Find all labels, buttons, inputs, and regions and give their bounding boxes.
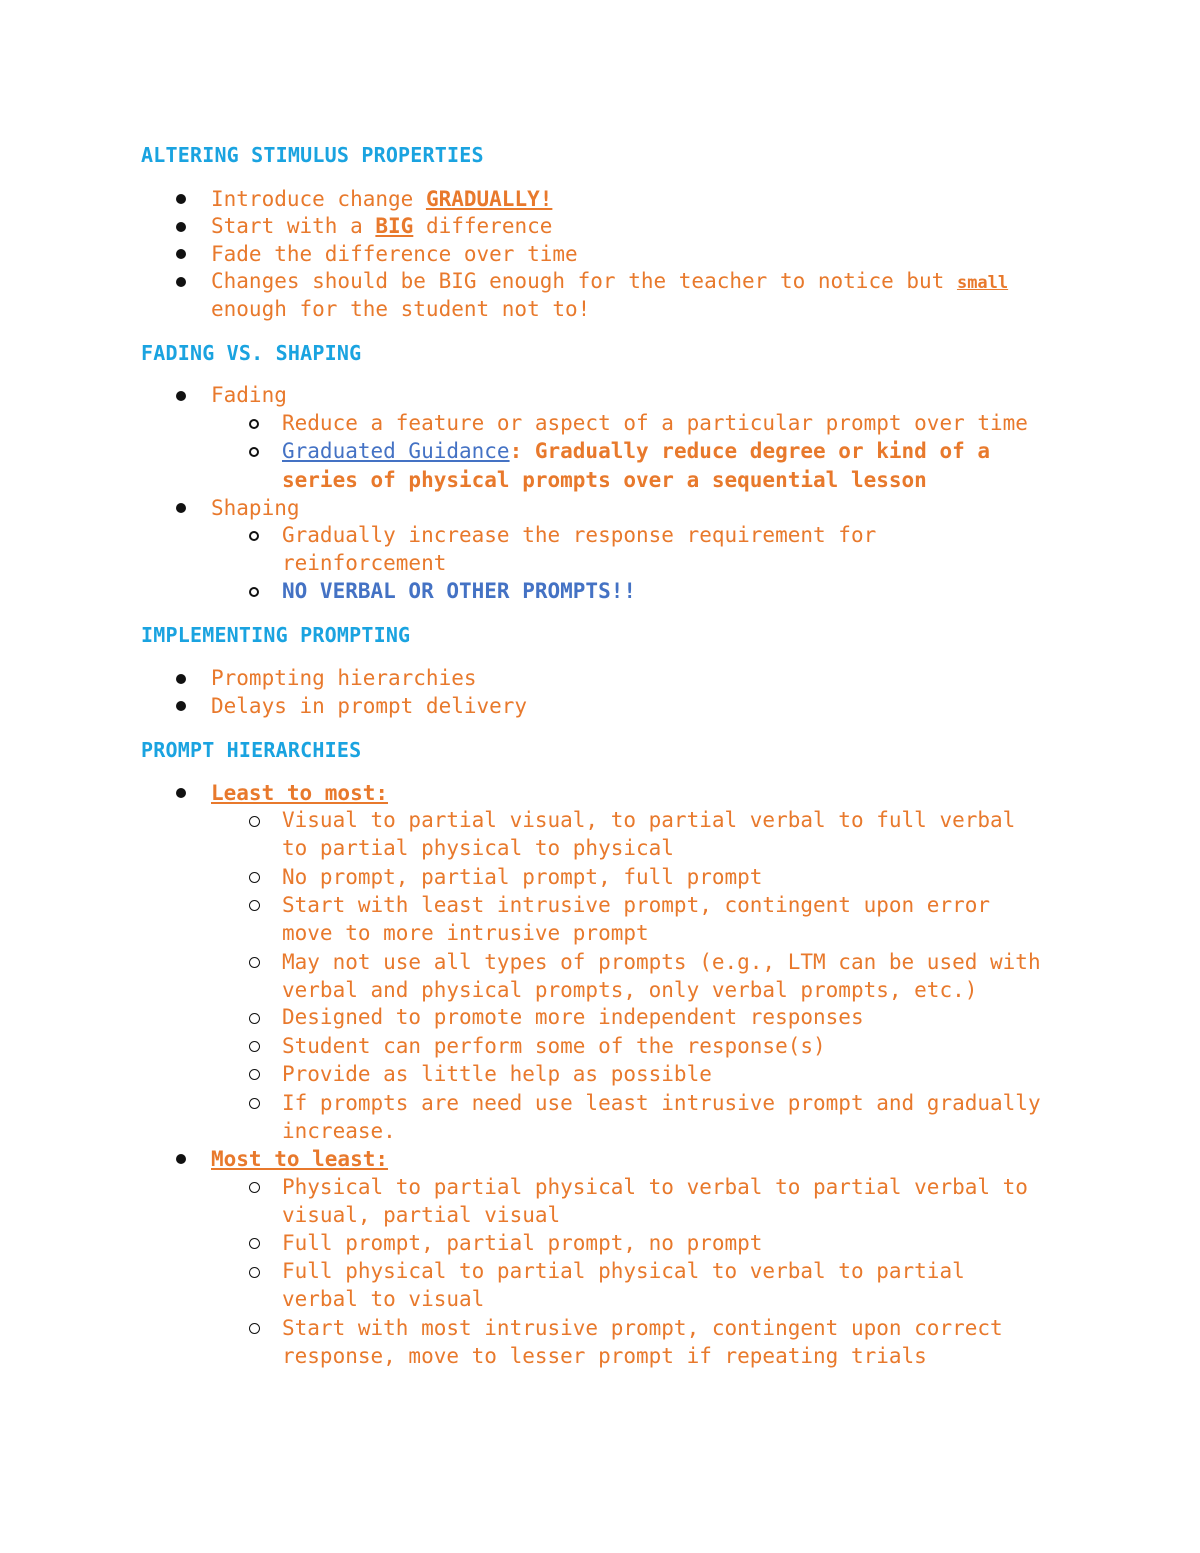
sub-bullet-ring <box>249 1098 260 1109</box>
sub-list-item: Reduce a feature or aspect of a particular prompt over time <box>282 411 1028 435</box>
sub-bullet-ring <box>249 1267 260 1278</box>
heading-implementing-prompting: IMPLEMENTING PROMPTING <box>141 623 411 647</box>
sub-list-item: NO VERBAL OR OTHER PROMPTS!! <box>282 579 637 603</box>
sub-bullet-ring <box>249 1238 260 1249</box>
sub-list-item-continuation: verbal to visual <box>282 1287 485 1311</box>
list-item-fading: Fading <box>211 383 287 407</box>
sub-bullet-ring <box>249 587 259 597</box>
list-item: Introduce change GRADUALLY! <box>211 187 553 211</box>
sub-list-item: If prompts are need use least intrusive prompt and gradually <box>282 1091 1041 1115</box>
sub-bullet-ring <box>249 1323 260 1334</box>
sub-list-item: Start with least intrusive prompt, contingent upon error <box>282 893 991 917</box>
list-item: Prompting hierarchies <box>211 666 477 690</box>
sub-list-item: Student can perform some of the response(s) <box>282 1034 826 1058</box>
sub-list-item: Full physical to partial physical to verbal to partial <box>282 1259 965 1283</box>
bullet-dot <box>176 194 186 204</box>
bullet-dot <box>176 1154 186 1164</box>
sub-list-item: Full prompt, partial prompt, no prompt <box>282 1231 763 1255</box>
sub-list-item: May not use all types of prompts (e.g., LTM can be used with <box>282 950 1041 974</box>
sub-list-item: Gradually increase the response requirement for <box>282 523 877 547</box>
sub-list-item-continuation: verbal and physical prompts, only verbal prompts, etc.) <box>282 978 978 1002</box>
list-item-shaping: Shaping <box>211 496 300 520</box>
sub-bullet-ring <box>249 1182 260 1193</box>
sub-bullet-ring <box>249 1041 260 1052</box>
list-item-most-to-least: Most to least: <box>211 1147 389 1171</box>
list-item-least-to-most: Least to most: <box>211 781 389 805</box>
sub-list-item-continuation: increase. <box>282 1119 396 1143</box>
heading-prompt-hierarchies: PROMPT HIERARCHIES <box>141 738 362 762</box>
sub-list-item-continuation: reinforcement <box>282 551 447 575</box>
list-item: Start with a BIG difference <box>211 214 553 238</box>
bullet-dot <box>176 249 186 259</box>
graduated-guidance-link[interactable]: Graduated Guidance <box>282 439 510 463</box>
bullet-dot <box>176 391 186 401</box>
sub-list-item: No prompt, partial prompt, full prompt <box>282 865 763 889</box>
sub-bullet-ring <box>249 816 260 827</box>
sub-list-item-continuation: visual, partial visual <box>282 1203 561 1227</box>
sub-bullet-ring <box>249 531 259 541</box>
heading-fading-vs-shaping: FADING VS. SHAPING <box>141 341 362 365</box>
sub-list-item: Designed to promote more independent responses <box>282 1005 864 1029</box>
sub-bullet-ring <box>249 1069 260 1080</box>
sub-list-item: Physical to partial physical to verbal to partial verbal to <box>282 1175 1028 1199</box>
sub-bullet-ring <box>249 419 259 429</box>
heading-altering-stimulus: ALTERING STIMULUS PROPERTIES <box>141 143 484 167</box>
bullet-dot <box>176 222 186 232</box>
sub-bullet-ring <box>249 1013 260 1024</box>
list-item: Changes should be BIG enough for the teacher to notice but small <box>211 269 1009 293</box>
bullet-dot <box>176 788 186 798</box>
sub-bullet-ring <box>249 872 260 883</box>
sub-bullet-ring <box>249 957 260 968</box>
list-item-continuation: enough for the student not to! <box>211 297 591 321</box>
bullet-dot <box>176 503 186 513</box>
list-item: Delays in prompt delivery <box>211 694 528 718</box>
bullet-dot <box>176 277 186 287</box>
sub-list-item-continuation: move to more intrusive prompt <box>282 921 649 945</box>
sub-list-item: Start with most intrusive prompt, contingent upon correct <box>282 1316 1003 1340</box>
sub-bullet-ring <box>249 447 259 457</box>
sub-bullet-ring <box>249 900 260 911</box>
sub-list-item: Visual to partial visual, to partial verbal to full verbal <box>282 808 1016 832</box>
sub-list-item: Provide as little help as possible <box>282 1062 712 1086</box>
sub-list-item-continuation: to partial physical to physical <box>282 836 674 860</box>
sub-list-item-continuation: series of physical prompts over a sequential lesson <box>282 468 927 492</box>
sub-list-item: Graduated Guidance: Gradually reduce degree or kind of a <box>282 439 991 463</box>
bullet-dot <box>176 701 186 711</box>
bullet-dot <box>176 674 186 684</box>
list-item: Fade the difference over time <box>211 242 578 266</box>
sub-list-item-continuation: response, move to lesser prompt if repeating trials <box>282 1344 927 1368</box>
